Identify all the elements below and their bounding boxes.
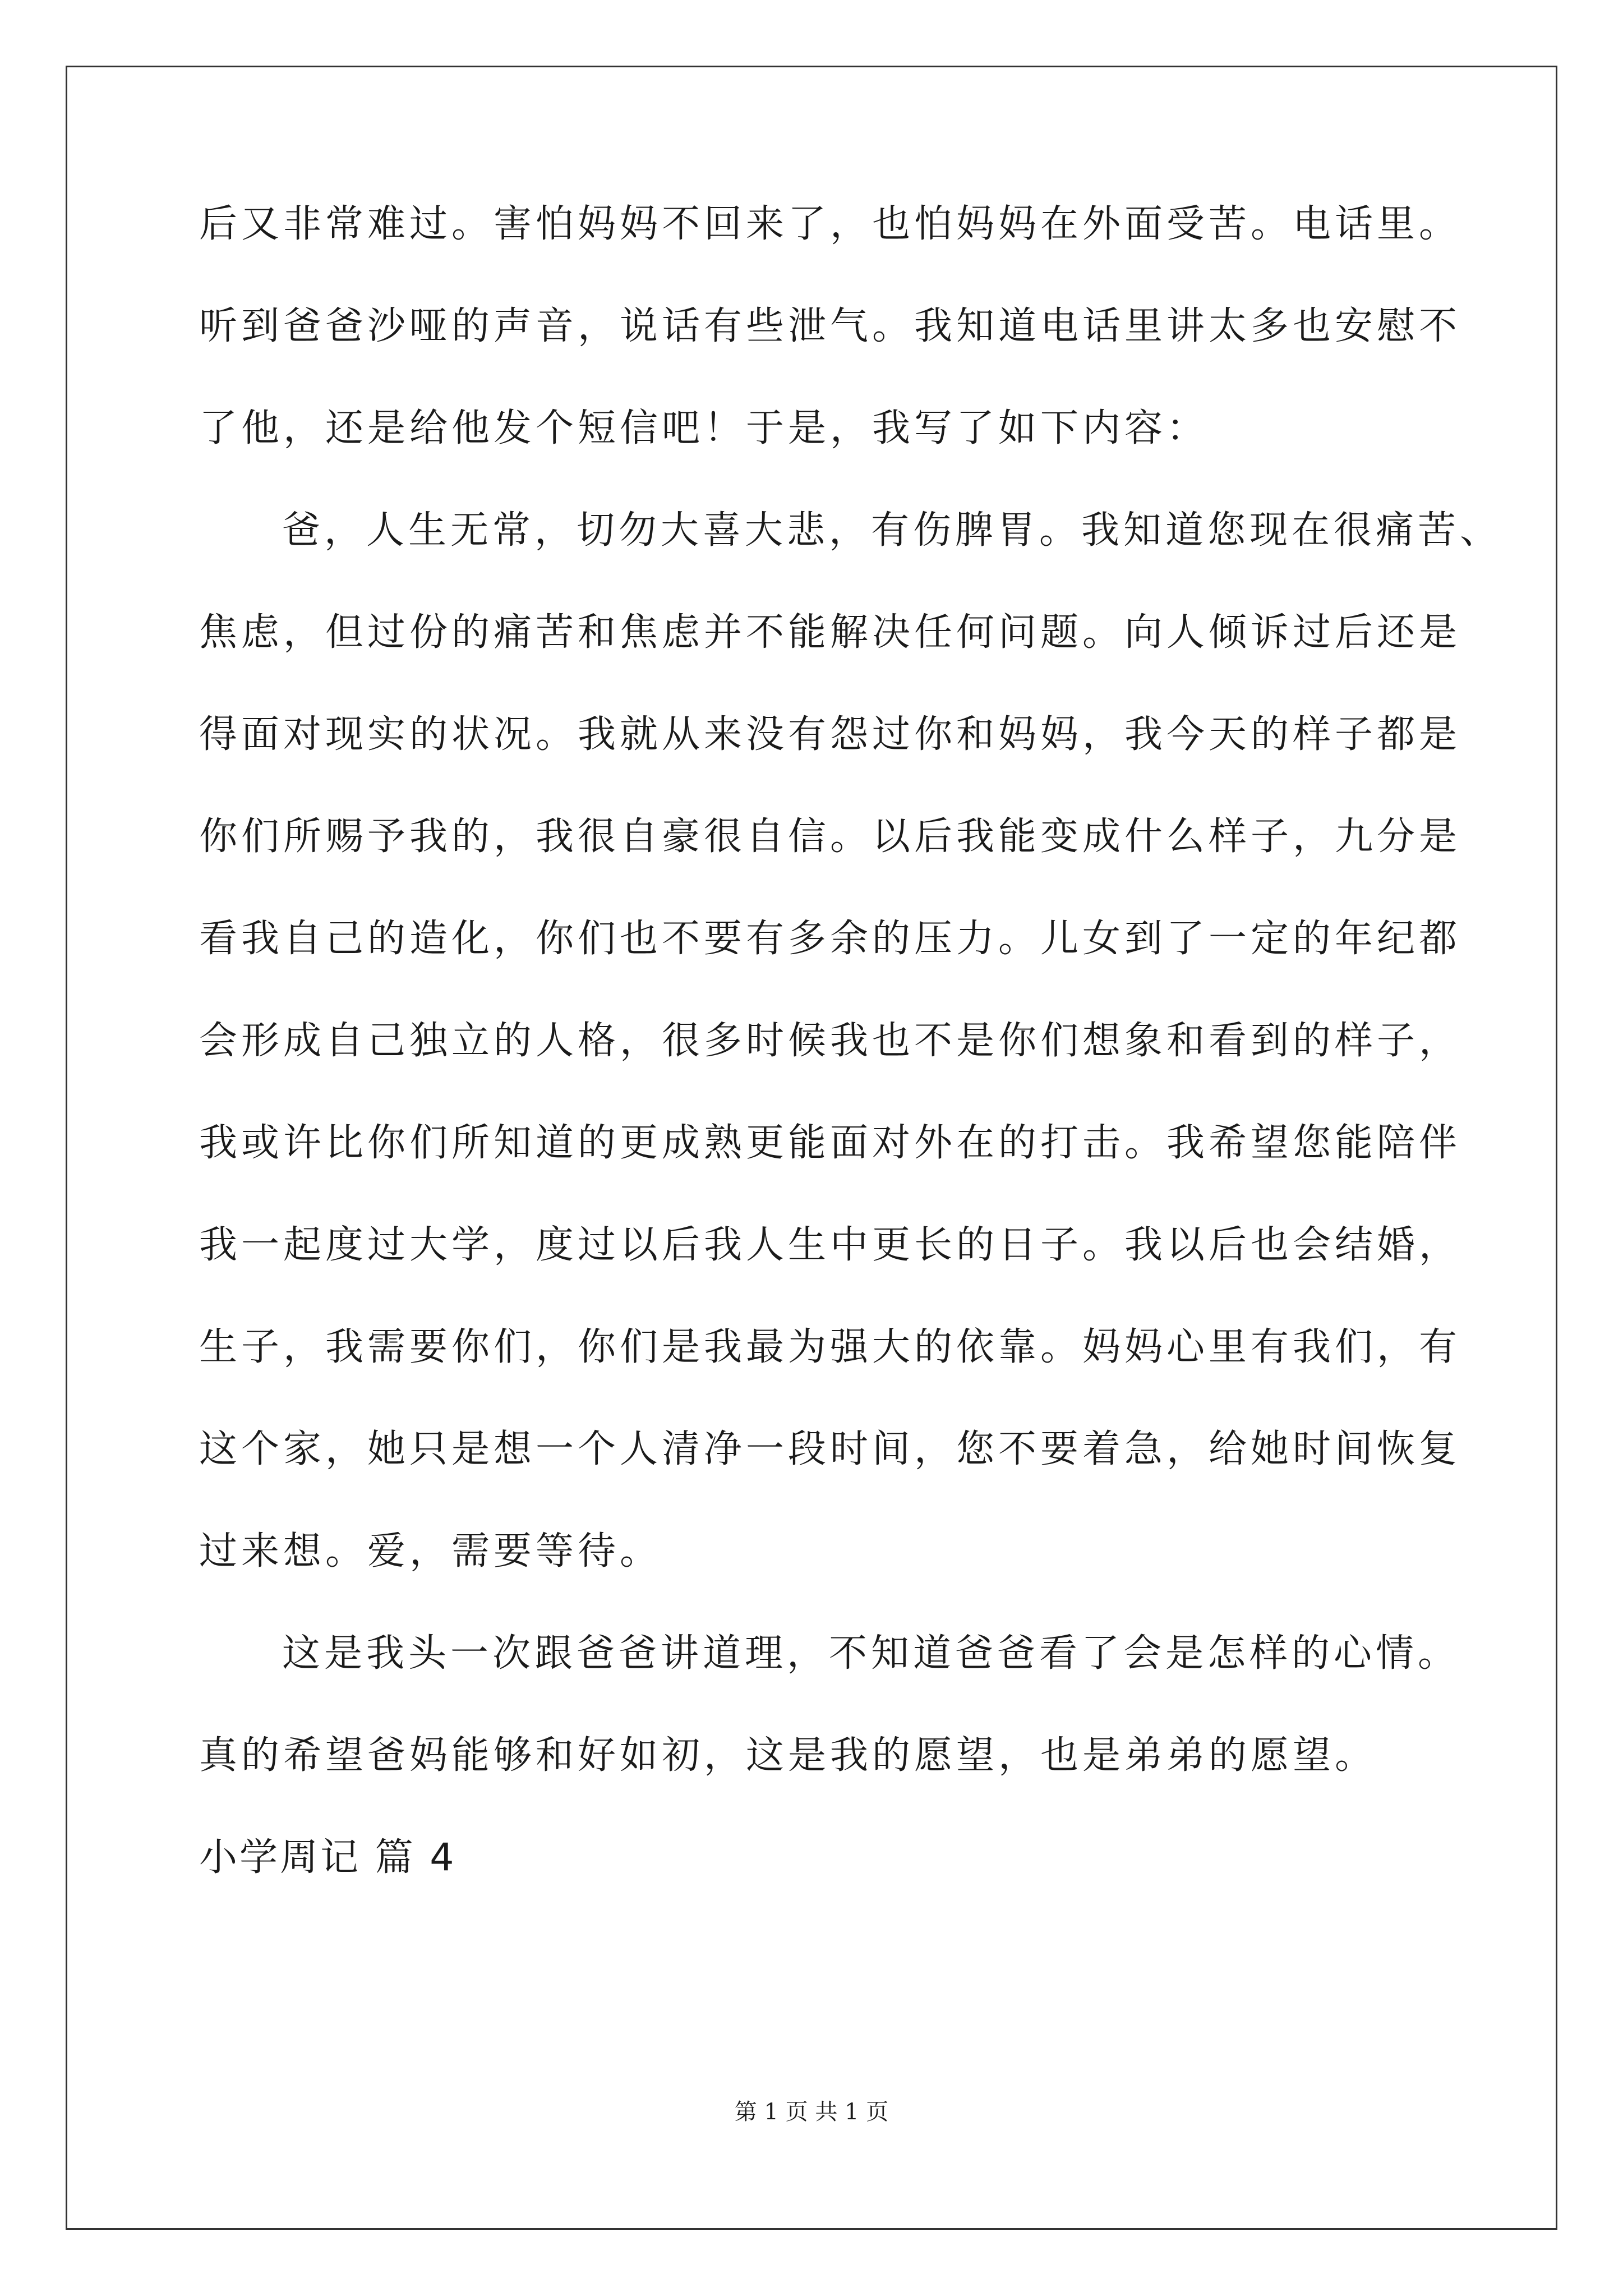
paragraph-start-line: 爸，人生无常，切勿大喜大悲，有伤脾胃。我知道您现在很痛苦、 xyxy=(282,508,1502,553)
text-line: 这个家，她只是想一个人清净一段时间，您不要着急，给她时间恢复 xyxy=(199,1427,1461,1471)
text-line: 真的希望爸妈能够和好如初，这是我的愿望，也是弟弟的愿望。 xyxy=(199,1733,1377,1778)
text-line: 了他，还是给他发个短信吧！于是，我写了如下内容： xyxy=(199,406,1209,450)
text-line: 看我自己的造化，你们也不要有多余的压力。儿女到了一定的年纪都 xyxy=(199,917,1461,961)
text-line: 我或许比你们所知道的更成熟更能面对外在的打击。我希望您能陪伴 xyxy=(199,1121,1461,1165)
text-line: 过来想。爱，需要等待。 xyxy=(199,1529,662,1573)
text-line: 焦虑，但过份的痛苦和焦虑并不能解决任何问题。向人倾诉过后还是 xyxy=(199,610,1461,655)
text-line: 得面对现实的状况。我就从来没有怨过你和妈妈，我今天的样子都是 xyxy=(199,712,1461,757)
paragraph-start-line: 这是我头一次跟爸爸讲道理，不知道爸爸看了会是怎样的心情。 xyxy=(282,1631,1460,1676)
text-line: 会形成自己独立的人格，很多时候我也不是你们想象和看到的样子， xyxy=(199,1019,1461,1063)
text-line: 我一起度过大学，度过以后我人生中更长的日子。我以后也会结婚， xyxy=(199,1223,1461,1267)
text-line: 你们所赐予我的，我很自豪很自信。以后我能变成什么样子，九分是 xyxy=(199,815,1461,859)
text-line: 听到爸爸沙哑的声音，说话有些泄气。我知道电话里讲太多也安慰不 xyxy=(199,304,1461,348)
section-heading: 小学周记 篇 4 xyxy=(199,1835,457,1880)
text-line: 生子，我需要你们，你们是我最为强大的依靠。妈妈心里有我们，有 xyxy=(199,1325,1461,1369)
text-line: 后又非常难过。害怕妈妈不回来了，也怕妈妈在外面受苦。电话里。 xyxy=(199,202,1461,246)
page-footer: 第 1 页 共 1 页 xyxy=(734,2099,889,2125)
